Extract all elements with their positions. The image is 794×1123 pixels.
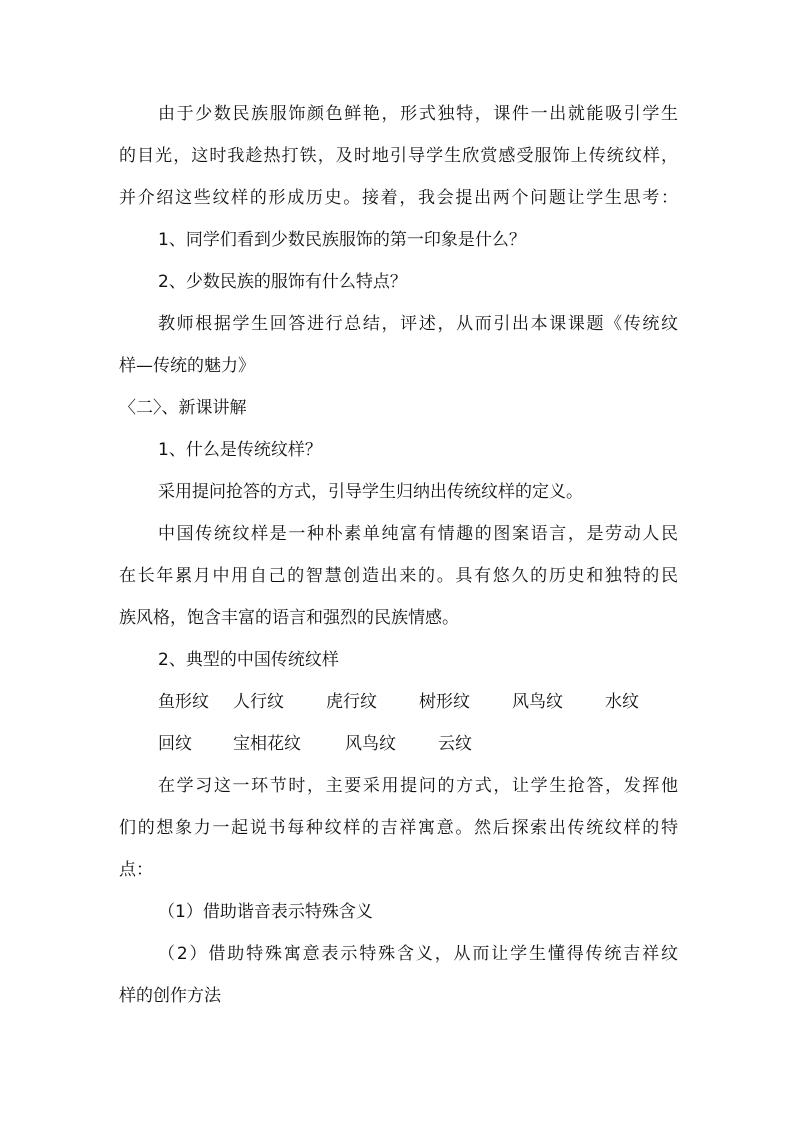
definition-line-1: 中国传统纹样是一种朴素单纯富有情趣的图案语言，是劳动人民 xyxy=(158,524,678,544)
discussion-line-2: 们的想象力一起说书每种纹样的吉祥寓意。然后探索出传统纹样的特 xyxy=(119,818,678,838)
pattern-term: 宝相花纹 xyxy=(233,734,301,754)
pattern-term: 云纹 xyxy=(438,734,472,754)
section-2-heading: 〈二〉、新课讲解 xyxy=(119,398,247,418)
discussion-line-1: 在学习这一环节时，主要采用提问的方式，让学生抢答，发挥他 xyxy=(158,776,678,796)
pattern-term: 人行纹 xyxy=(233,692,284,712)
point-1-method: 采用提问抢答的方式，引导学生归纳出传统纹样的定义。 xyxy=(158,482,583,502)
definition-line-2: 在长年累月中用自己的智慧创造出来的。具有悠久的历史和独特的民 xyxy=(119,566,678,586)
pattern-term: 虎行纹 xyxy=(326,692,377,712)
summary-line-2: 样—传统的魅力》 xyxy=(119,356,255,376)
feature-1: （1）借助谐音表示特殊含义 xyxy=(158,902,373,922)
question-1: 1、同学们看到少数民族服饰的第一印象是什么？ xyxy=(158,230,526,250)
feature-2-line-1: （2）借助特殊寓意表示特殊含义，从而让学生懂得传统吉祥纹 xyxy=(158,944,678,964)
pattern-term: 风鸟纹 xyxy=(345,734,396,754)
intro-line-1: 由于少数民族服饰颜色鲜艳，形式独特，课件一出就能吸引学生 xyxy=(158,104,678,124)
pattern-term: 水纹 xyxy=(605,692,639,712)
pattern-term: 鱼形纹 xyxy=(158,692,209,712)
pattern-term: 树形纹 xyxy=(419,692,470,712)
discussion-line-3: 点： xyxy=(119,860,153,880)
summary-line-1: 教师根据学生回答进行总结，评述，从而引出本课课题《传统纹 xyxy=(158,314,678,334)
intro-line-2: 的目光，这时我趁热打铁，及时地引导学生欣赏感受服饰上传统纹样， xyxy=(119,146,678,166)
feature-2-line-2: 样的创作方法 xyxy=(119,986,221,1006)
pattern-term: 风鸟纹 xyxy=(512,692,563,712)
point-1-heading: 1、什么是传统纹样？ xyxy=(158,440,322,460)
pattern-term: 回纹 xyxy=(158,734,192,754)
definition-line-3: 族风格，饱含丰富的语言和强烈的民族情感。 xyxy=(119,608,459,628)
point-2-heading: 2、典型的中国传统纹样 xyxy=(158,650,339,670)
intro-line-3: 并介绍这些纹样的形成历史。接着，我会提出两个问题让学生思考： xyxy=(119,188,678,208)
question-2: 2、少数民族的服饰有什么特点？ xyxy=(158,272,407,292)
